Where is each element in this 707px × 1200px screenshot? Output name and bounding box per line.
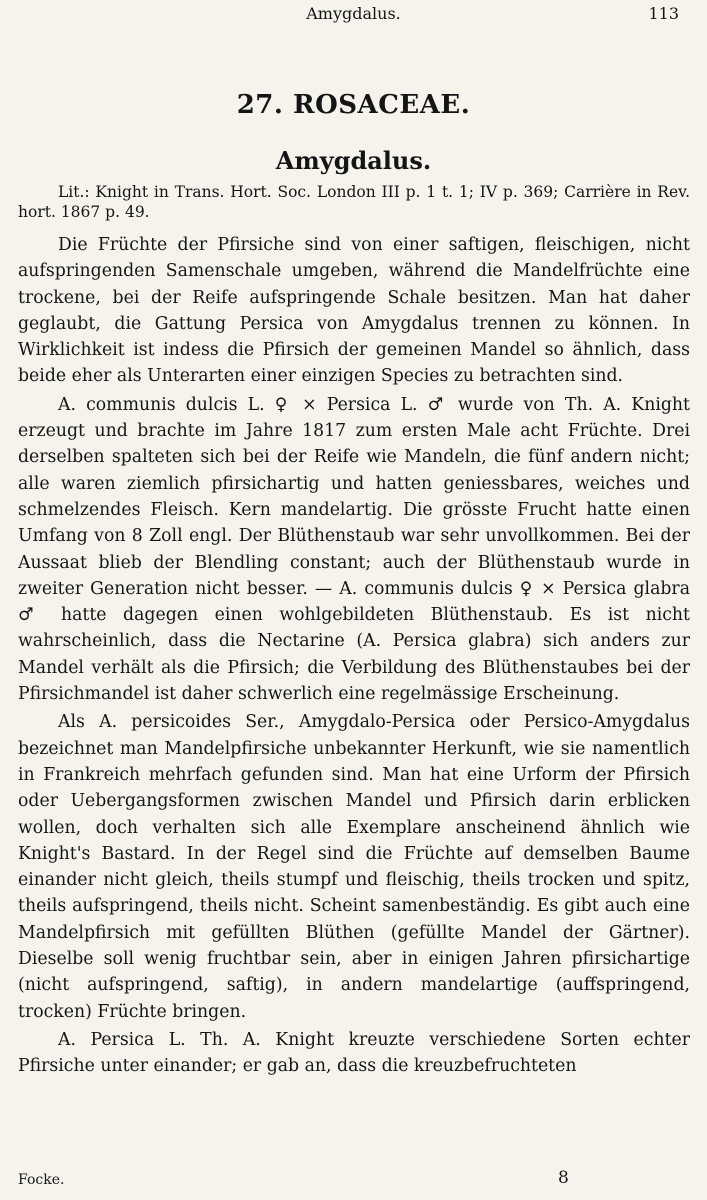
paragraph-persicoides: Als A. persicoides Ser., Amygdalo-Persica oder Persico-Amygdalus bezeichnet man Mandelpfirsiche unbekannter Herkunft, wie sie namentlich in Frankreich mehrfach gefunden sind. Man hat eine Urform der Pfirsich oder Uebergangsformen zwischen Mandel und Pfirsich darin erblicken wollen, doch verhalten sich alle Exemplare anscheinend ähnlich wie Knight's Bastard. In der Regel sind die Früchte auf demselben Baume einander nicht gleich, theils stumpf und fleischig, theils trocken und spitz, theils aufspringend, theils nicht. Scheint samenbeständig. Es gibt auch eine Mandelpfirsich mit gefüllten Blüthen (gefüllte Mandel der Gärtner). Dieselbe soll wenig fruchtbar sein, aber in einigen Jahren pfirsichartige (nicht aufspringend, saftig), in andern mandelartige (auffspringend, trocken) Früchte bringen. bbox=[18, 712, 690, 1022]
page-footer bbox=[18, 1168, 690, 1192]
paragraph-knight-hybrid: A. communis dulcis L. ♀ × Persica L. ♂ wurde von Th. A. Knight erzeugt und brachte im Jahre 1817 zum ersten Male acht Früchte. Drei derselben spalteten sich bei der Reife wie Mandeln, die fünf andern nicht; alle waren ziemlich pfirsichartig und hatten geniessbares, weiches und schmelzendes Fleisch. Kern mandelartig. Die grösste Frucht hatte einen Umfang von 8 Zoll engl. Der Blüthenstaub war sehr unvollkommen. Bei der Aussaat blieb der Blendling constant; auch der Blüthenstaub wurde in zweiter Generation nicht besser. — A. communis dulcis ♀ × Persica glabra ♂ hatte dagegen einen wohlgebildeten Blüthenstaub. Es ist nicht wahrscheinlich, dass die Nectarine (A. Persica glabra) sich anders zur Mandel verhält als die Pfirsich; die Verbildung des Blüthenstaubes bei der Pfirsichmandel ist daher schwerlich eine regelmässige Erscheinung. bbox=[18, 394, 690, 705]
literature-reference: Lit.: Knight in Trans. Hort. Soc. London III p. 1 t. 1; IV p. 369; Carrière in Rev. hort. 1867 p. 49. bbox=[18, 183, 690, 221]
genus-title: Amygdalus. bbox=[275, 146, 432, 175]
body-text bbox=[18, 232, 690, 1080]
page-number: 113 bbox=[648, 4, 679, 23]
sheet-number: 8 bbox=[558, 1168, 569, 1188]
paragraph-intro: Die Früchte der Pfirsiche sind von einer saftigen, fleischigen, nicht aufspringenden Samenschale umgeben, während die Mandelfrüchte eine trockene, bei der Reife aufspringende Schale besitzen. Man hat daher geglaubt, die Gattung Persica von Amygdalus trennen zu können. In Wirklichkeit ist indess die Pfirsich der gemeinen Mandel so ähnlich, dass beide eher als Unterarten einer einzigen Species zu betrachten sind. bbox=[18, 235, 690, 387]
running-title: Amygdalus. bbox=[306, 4, 401, 23]
paragraph-persica: A. Persica L. Th. A. Knight kreuzte verschiedene Sorten echter Pfirsiche unter einander; er gab an, dass die kreuzbefruchteten bbox=[18, 1029, 690, 1077]
printer-signature: Focke. bbox=[18, 1172, 65, 1188]
running-header bbox=[20, 4, 687, 24]
section-title: 27. ROSACEAE. bbox=[236, 90, 471, 120]
